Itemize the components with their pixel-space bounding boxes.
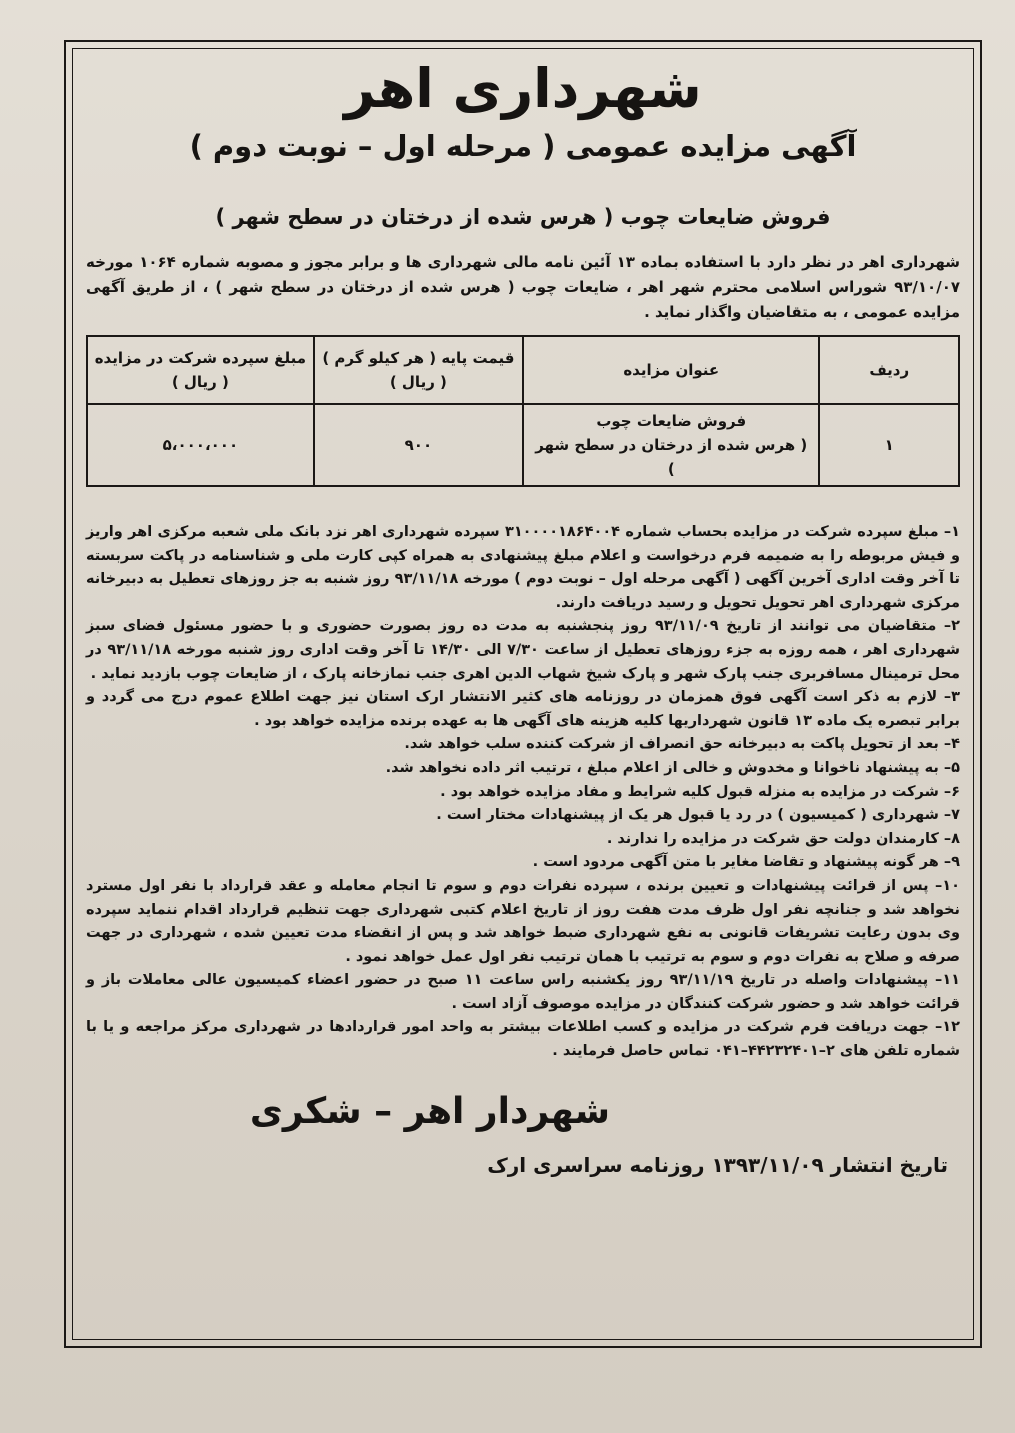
cell-auction-title-line2: ( هرس شده از درختان در سطح شهر ) xyxy=(535,436,808,478)
intro-paragraph: شهرداری اهر در نظر دارد با استفاده بماده ۱۳ آئین نامه مالی شهرداری ها و برابر مجوز و مصوبه شماره ۱۰۶۴ مورخه ۹۳/۱۰/۰۷ شوراس اسلامی محترم شهر اهر ، ضایعات چوب ( هرس شده از درختان در سطح شهر ) ، از طریق آگهی مزایده عمومی ، به متقاضیان واگذار نماید . xyxy=(86,253,960,321)
condition-item: ۱– مبلغ سپرده شرکت در مزایده بحساب شماره ۳۱۰۰۰۰۱۸۶۴۰۰۴ سپرده شهرداری اهر نزد بانک ملی شعبه مرکزی اهر واریز و فیش مربوطه را به ضمیمه فرم درخواست و اعلام مبلغ پیشنهادی به همراه کپی کارت ملی و شناسنامه در پاکت سربسته تا آخر وقت اداری آخرین آگهی ( آگهی مرحله اول – نوبت دوم ) مورخه ۹۳/۱۱/۱۸ روز شنبه به جز روزهای تعطیل به دبیرخانه مرکزی شهرداری اهر تحویل تحویل و رسید دریافت دارند. xyxy=(86,524,961,611)
condition-item: ۴– بعد از تحویل پاکت به دبیرخانه حق انصراف از شرکت کننده سلب خواهد شد. xyxy=(404,736,960,753)
auction-table xyxy=(86,335,960,487)
condition-item: ۱۲– جهت دریافت فرم شرکت در مزایده و کسب اطلاعات بیشتر به واحد امور قراردادها در شهرداری مرکز مراجعه و یا با شماره تلفن های ۲–۴۴۲۳۲۴۰۱–۰۴۱ تماس حاصل فرمایند . xyxy=(86,1019,960,1060)
header-base-price: قیمت پایه ( هر کیلو گرم ) ( ریال ) xyxy=(314,336,523,404)
condition-item: ۳– لازم به ذکر است آگهی فوق همزمان در روزنامه های کثیر الانتشار ارک استان نیز جهت اطلاع عموم درج می گردد و برابر تبصره یک ماده ۱۳ قانون شهرداریها کلیه هزینه های آگهی ها به عهده برنده مزایده خواهد بود . xyxy=(86,689,960,729)
conditions-list xyxy=(86,521,960,1064)
cell-row-number: ۱ xyxy=(819,404,959,486)
condition-item: ۸– کارمندان دولت حق شرکت در مزایده را ندارند . xyxy=(606,830,960,847)
notice-topic: فروش ضایعات چوب ( هرس شده از درختان در سطح شهر ) xyxy=(215,205,831,229)
header-row-number: ردیف xyxy=(819,336,959,404)
cell-auction-title xyxy=(523,404,819,486)
mayor-signature: شهردار اهر – شکری xyxy=(249,1090,610,1132)
notice-title: شهرداری اهر xyxy=(344,57,702,120)
notice-content xyxy=(80,54,966,1332)
condition-item: ۲– متقاضیان می توانند از تاریخ ۹۳/۱۱/۰۹ روز پنجشنبه به مدت ده روز بصورت حضوری و با حضور مسئول فضای سبز شهرداری اهر ، همه روزه به جزء روزهای تعطیل از ساعت ۷/۳۰ الی ۱۴/۳۰ تا آخر وقت اداری روز شنبه مورخه ۹۳/۱۱/۱۸ در محل ترمینال مسافربری جنب پارک شهر و پارک شیخ شهاب الدین اهری جنب نمازخانه پارک ، از ضایعات چوب بازدید نماید . xyxy=(86,618,961,682)
cell-auction-title-line1: فروش ضایعات چوب xyxy=(596,412,747,430)
table-header-row xyxy=(87,336,959,404)
condition-item: ۹– هر گونه پیشنهاد و تقاضا مغایر با متن آگهی مردود است . xyxy=(532,854,960,871)
cell-deposit: ۵،۰۰۰،۰۰۰ xyxy=(87,404,314,486)
condition-item: ۵– به پیشنهاد ناخوانا و مخدوش و خالی از اعلام مبلغ ، ترتیب اثر داده نخواهد شد. xyxy=(385,759,960,776)
condition-item: ۷– شهرداری ( کمیسیون ) در رد یا قبول هر یک از پیشنهادات مختار است . xyxy=(436,807,960,824)
condition-item: ۶– شرکت در مزایده به منزله قبول کلیه شرایط و مفاد مزایده خواهد بود . xyxy=(440,783,960,800)
cell-base-price: ۹۰۰ xyxy=(314,404,523,486)
table-row xyxy=(87,404,959,486)
condition-item: ۱۰– پس از قرائت پیشنهادات و تعیین برنده ، سپرده نفرات دوم و سوم تا انجام معامله و عقد قرارداد با نفر اول مسترد نخواهد شد و جنانچه نفر اول ظرف مدت هفت روز از تاریخ اعلام کتبی شهرداری جهت تنظیم قرارداد اقدام ننماید سپرده وی بدون رعایت تشریفات قانونی به نفع شهرداری ضبط خواهد شد و پس از انقضاء مدت تعیین شده ، شهرداری در جهت صرفه و صلاح به نفرات دوم و سوم به ترتیب با همان ترتیب نفر اول عمل خواهد نمود . xyxy=(86,877,960,965)
condition-item: ۱۱– پیشنهادات واصله در تاریخ ۹۳/۱۱/۱۹ روز یکشنبه راس ساعت ۱۱ صبح در حضور اعضاء کمیسیون عالی معاملات باز و قرائت خواهد شد و حضور شرکت کنندگان در مزایده موصوف آزاد است . xyxy=(86,972,961,1012)
notice-subtitle: آگهی مزایده عمومی ( مرحله اول – نوبت دوم ) xyxy=(189,129,857,163)
header-auction-title: عنوان مزایده xyxy=(523,336,819,404)
header-deposit: مبلغ سپرده شرکت در مزایده ( ریال ) xyxy=(87,336,314,404)
publication-date: تاریخ انتشار ۱۳۹۳/۱۱/۰۹ روزنامه سراسری ارک xyxy=(487,1152,948,1177)
